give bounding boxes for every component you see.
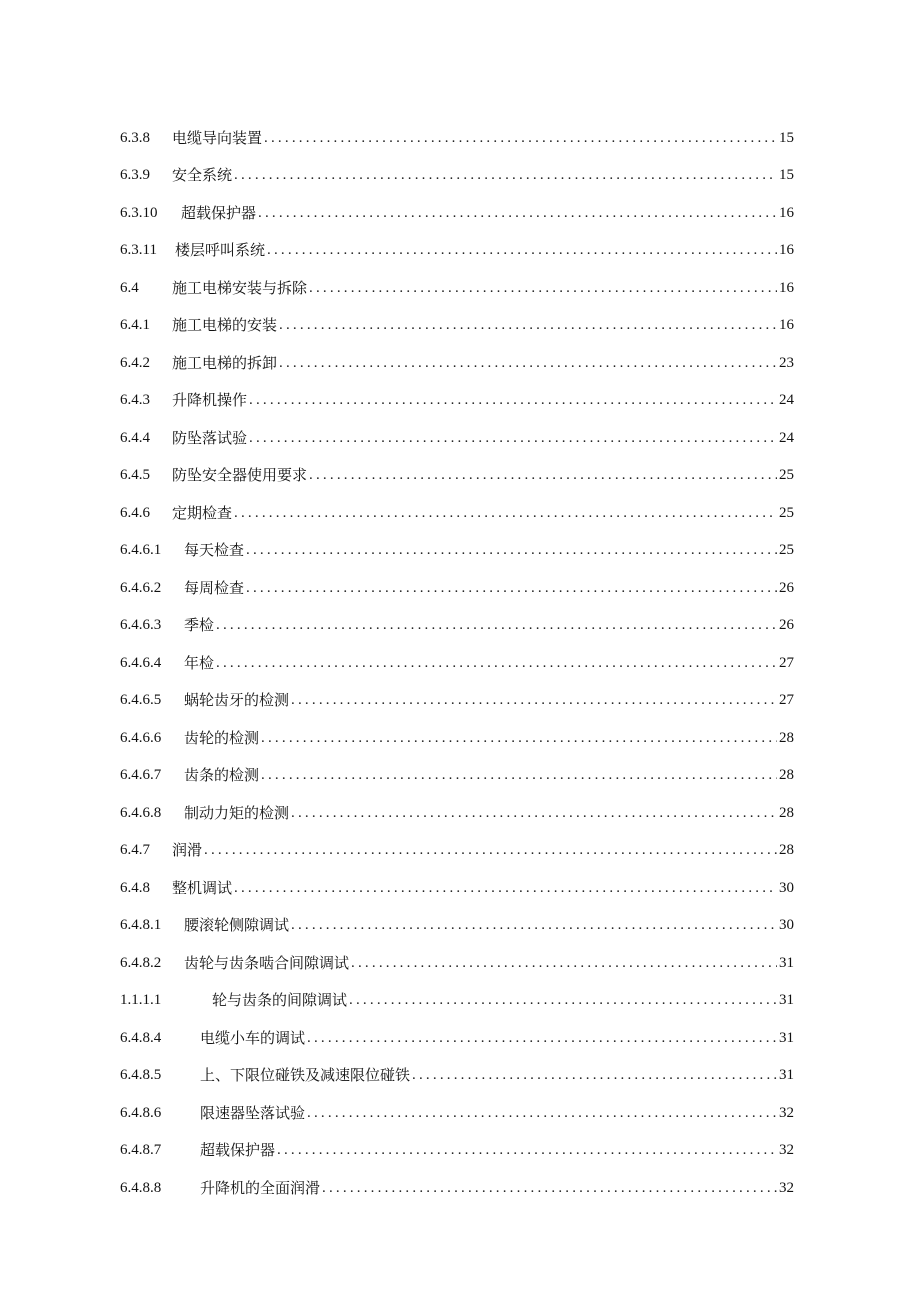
toc-entry[interactable] xyxy=(120,898,794,936)
toc-dot-leader xyxy=(234,878,777,898)
toc-dot-leader xyxy=(216,615,777,635)
toc-dot-leader xyxy=(267,240,777,260)
toc-entry-number: 6.4.8.4 xyxy=(120,1029,162,1046)
toc-entry-number: 6.3.8 xyxy=(120,129,150,146)
toc-entry-number: 6.4.8.2 xyxy=(120,954,162,971)
toc-entry-number: 6.4.6.8 xyxy=(120,804,162,821)
toc-entry-title: 防坠落试验 xyxy=(172,428,248,447)
toc-entry-title: 防坠安全器使用要求 xyxy=(172,466,308,484)
toc-entry-title: 电缆导向装置 xyxy=(172,128,263,147)
toc-dot-leader xyxy=(261,728,777,748)
toc-entry-page-number: 28 xyxy=(779,804,794,821)
toc-entry[interactable] xyxy=(120,823,794,861)
toc-entry[interactable] xyxy=(120,973,794,1011)
toc-entry-title: 超载保护器 xyxy=(181,203,257,222)
toc-entry[interactable] xyxy=(120,410,794,448)
toc-entry-number: 6.4.6.4 xyxy=(120,654,162,671)
toc-dot-leader xyxy=(246,540,777,560)
toc-entry[interactable] xyxy=(120,485,794,523)
toc-entry[interactable] xyxy=(120,523,794,561)
toc-entry-number: 6.4.6.2 xyxy=(120,579,162,596)
toc-dot-leader xyxy=(349,990,777,1010)
toc-entry-page-number: 16 xyxy=(779,279,794,296)
toc-entry[interactable] xyxy=(120,260,794,298)
toc-entry-page-number: 23 xyxy=(779,354,794,371)
toc-dot-leader xyxy=(258,203,777,223)
toc-entry-page-number: 32 xyxy=(779,1142,794,1158)
toc-entry[interactable] xyxy=(120,635,794,673)
toc-dot-leader xyxy=(322,1178,777,1198)
toc-dot-leader xyxy=(279,353,777,373)
toc-entry-title: 升降机的全面润滑 xyxy=(200,1178,321,1197)
toc-entry-title: 齿条的检测 xyxy=(184,766,260,784)
toc-entry[interactable] xyxy=(120,598,794,636)
toc-entry-number: 6.4.6 xyxy=(120,504,150,521)
toc-entry-title: 腰滚轮侧隙调试 xyxy=(184,916,290,934)
toc-entry-number: 6.4.5 xyxy=(120,467,150,483)
table-of-contents xyxy=(120,110,794,1198)
toc-entry-page-number: 24 xyxy=(779,429,794,446)
toc-entry[interactable] xyxy=(120,673,794,711)
toc-entry-title: 上、下限位碰铁及减速限位碰铁 xyxy=(200,1066,411,1084)
toc-dot-leader xyxy=(291,690,777,710)
toc-entry[interactable] xyxy=(120,710,794,748)
toc-dot-leader xyxy=(291,803,777,823)
toc-entry-title: 定期检查 xyxy=(172,503,233,522)
toc-entry-number: 6.4.8.1 xyxy=(120,917,162,933)
toc-entry-page-number: 28 xyxy=(779,729,794,746)
toc-entry[interactable] xyxy=(120,1160,794,1198)
toc-dot-leader xyxy=(234,165,777,185)
toc-entry-number: 6.4.7 xyxy=(120,842,150,858)
toc-entry-page-number: 16 xyxy=(779,204,794,221)
toc-entry[interactable] xyxy=(120,110,794,148)
toc-entry-title: 齿轮的检测 xyxy=(184,728,260,747)
toc-dot-leader xyxy=(246,578,777,598)
toc-entry[interactable] xyxy=(120,935,794,973)
toc-dot-leader xyxy=(307,1028,777,1048)
toc-entry-number: 6.4.6.3 xyxy=(120,617,162,633)
toc-dot-leader xyxy=(351,953,777,973)
toc-entry[interactable] xyxy=(120,860,794,898)
toc-entry-number: 6.4.4 xyxy=(120,429,150,446)
toc-entry[interactable] xyxy=(120,148,794,186)
toc-entry-page-number: 30 xyxy=(779,879,794,896)
toc-entry-page-number: 31 xyxy=(779,1067,794,1083)
toc-entry-page-number: 32 xyxy=(779,1104,794,1121)
toc-dot-leader xyxy=(204,840,777,860)
toc-entry-number: 6.3.9 xyxy=(120,167,150,183)
toc-entry-title: 限速器坠落试验 xyxy=(200,1103,306,1122)
toc-dot-leader xyxy=(264,128,777,148)
toc-entry-number: 6.4.6.5 xyxy=(120,692,162,708)
toc-entry-number: 6.4.3 xyxy=(120,392,150,408)
toc-entry[interactable] xyxy=(120,298,794,336)
toc-entry[interactable] xyxy=(120,448,794,486)
toc-entry-title: 季检 xyxy=(184,616,215,634)
toc-entry-title: 楼层呼叫系统 xyxy=(175,241,266,259)
toc-dot-leader xyxy=(216,653,777,673)
toc-dot-leader xyxy=(249,428,777,448)
toc-entry-number: 6.4.2 xyxy=(120,354,150,371)
toc-dot-leader xyxy=(279,315,777,335)
toc-entry[interactable] xyxy=(120,1010,794,1048)
toc-entry-page-number: 16 xyxy=(779,317,794,333)
toc-entry-page-number: 31 xyxy=(779,992,794,1008)
toc-dot-leader xyxy=(412,1065,777,1085)
toc-entry[interactable] xyxy=(120,223,794,261)
toc-entry-title: 轮与齿条的间隙调试 xyxy=(212,991,348,1009)
toc-entry-number: 6.4.1 xyxy=(120,317,150,333)
toc-entry-page-number: 25 xyxy=(779,542,794,558)
toc-entry-number: 6.3.10 xyxy=(120,204,158,221)
toc-dot-leader xyxy=(249,390,777,410)
toc-entry-page-number: 27 xyxy=(779,692,794,708)
toc-entry-title: 蜗轮齿牙的检测 xyxy=(184,691,290,709)
toc-entry-number: 6.4 xyxy=(120,279,139,296)
toc-entry-number: 6.4.8.5 xyxy=(120,1067,162,1083)
toc-entry-page-number: 25 xyxy=(779,467,794,483)
toc-entry-number: 6.4.8.7 xyxy=(120,1142,162,1158)
toc-entry-page-number: 32 xyxy=(779,1179,794,1196)
toc-entry[interactable] xyxy=(120,1048,794,1086)
toc-entry-number: 6.4.6.7 xyxy=(120,767,162,783)
toc-entry-number: 6.3.11 xyxy=(120,242,157,258)
toc-entry-title: 制动力矩的检测 xyxy=(184,803,290,822)
toc-entry-title: 年检 xyxy=(184,653,215,672)
toc-entry[interactable] xyxy=(120,785,794,823)
toc-entry-title: 整机调试 xyxy=(172,878,233,897)
toc-entry-title: 施工电梯的拆卸 xyxy=(172,353,278,372)
toc-entry-page-number: 15 xyxy=(779,167,794,183)
toc-dot-leader xyxy=(234,503,777,523)
toc-entry[interactable] xyxy=(120,748,794,786)
toc-entry-title: 每天检查 xyxy=(184,541,245,559)
toc-dot-leader xyxy=(309,465,777,485)
toc-entry-page-number: 24 xyxy=(779,392,794,408)
toc-entry-page-number: 15 xyxy=(779,129,794,146)
toc-entry-title: 升降机操作 xyxy=(172,391,248,409)
toc-entry-title: 润滑 xyxy=(172,841,203,859)
toc-entry-page-number: 28 xyxy=(779,842,794,858)
toc-entry-page-number: 31 xyxy=(779,954,794,971)
toc-entry-title: 超载保护器 xyxy=(200,1141,276,1159)
toc-entry-number: 6.4.6.6 xyxy=(120,729,162,746)
toc-entry-title: 每周检查 xyxy=(184,578,245,597)
toc-entry-page-number: 25 xyxy=(779,504,794,521)
toc-entry-title: 电缆小车的调试 xyxy=(200,1028,306,1047)
toc-entry[interactable] xyxy=(120,185,794,223)
toc-entry-title: 施工电梯的安装 xyxy=(172,316,278,334)
toc-dot-leader xyxy=(309,278,777,298)
toc-entry-page-number: 26 xyxy=(779,617,794,633)
toc-entry[interactable] xyxy=(120,335,794,373)
toc-entry-title: 齿轮与齿条啮合间隙调试 xyxy=(184,953,350,972)
toc-dot-leader xyxy=(291,915,777,935)
toc-entry[interactable] xyxy=(120,373,794,411)
toc-entry[interactable] xyxy=(120,1085,794,1123)
toc-entry[interactable] xyxy=(120,560,794,598)
toc-entry[interactable] xyxy=(120,1123,794,1161)
toc-dot-leader xyxy=(277,1140,777,1160)
toc-entry-title: 安全系统 xyxy=(172,166,233,184)
toc-entry-page-number: 28 xyxy=(779,767,794,783)
toc-entry-number: 6.4.8 xyxy=(120,879,150,896)
toc-entry-number: 6.4.6.1 xyxy=(120,542,162,558)
toc-entry-title: 施工电梯安装与拆除 xyxy=(172,278,308,297)
toc-entry-page-number: 30 xyxy=(779,917,794,933)
toc-entry-number: 6.4.8.6 xyxy=(120,1104,162,1121)
toc-entry-page-number: 27 xyxy=(779,654,794,671)
toc-entry-page-number: 26 xyxy=(779,579,794,596)
toc-entry-number: 6.4.8.8 xyxy=(120,1179,162,1196)
toc-dot-leader xyxy=(261,765,777,785)
toc-entry-page-number: 16 xyxy=(779,242,794,258)
toc-entry-page-number: 31 xyxy=(779,1029,794,1046)
toc-dot-leader xyxy=(307,1103,777,1123)
toc-entry-number: 1.1.1.1 xyxy=(120,992,162,1008)
